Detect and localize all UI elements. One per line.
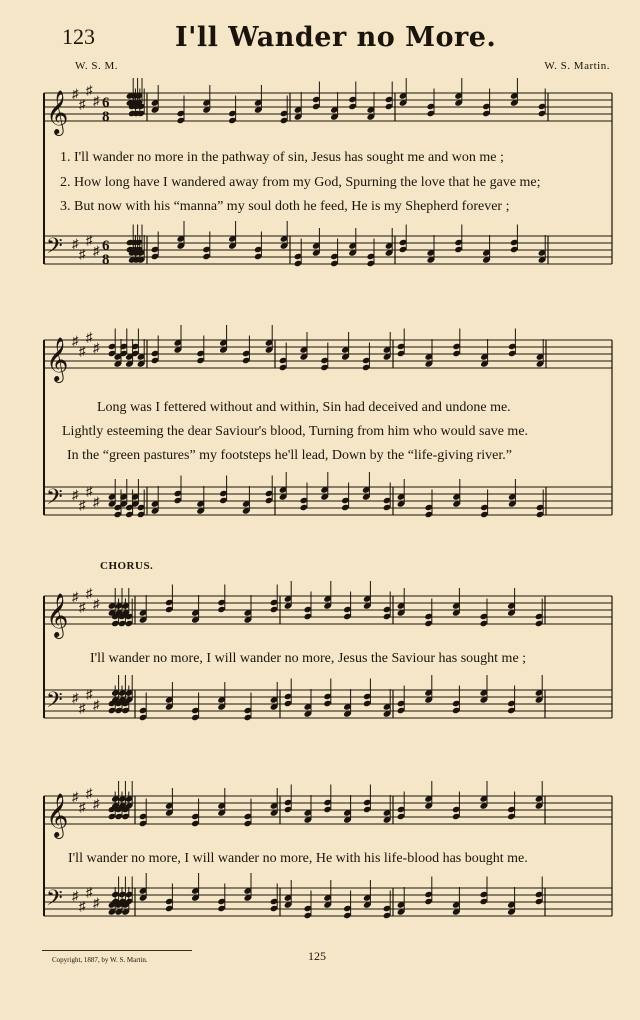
- time-signature-bottom: 8: [102, 109, 110, 125]
- chorus-label: CHORUS.: [100, 560, 154, 572]
- chorus-line-1: I'll wander no more, I will wander no more, Jesus the Saviour has sought me ;: [90, 651, 527, 666]
- bass-clef: 𝄢: [46, 886, 63, 916]
- sharp-sign: ♯: [86, 232, 93, 248]
- sharp-sign: ♯: [86, 686, 93, 702]
- treble-clef: 𝄞: [46, 337, 69, 381]
- music-credit: W. S. Martin.: [544, 60, 610, 72]
- bass-clef: 𝄢: [46, 234, 63, 264]
- sharp-sign: ♯: [79, 343, 86, 359]
- sharp-sign: ♯: [79, 246, 86, 262]
- sharp-sign: ♯: [86, 585, 93, 601]
- chorus-line-2: I'll wander no more, I will wander no more, He with his life-blood has bought me.: [68, 851, 528, 866]
- sharp-sign: ♯: [72, 487, 79, 502]
- treble-clef: 𝄞: [46, 593, 69, 637]
- sharp-sign: ♯: [72, 589, 79, 604]
- verse-1-line-2: Long was I fettered without and within, Sin had deceived and undone me.: [97, 400, 511, 415]
- sharp-sign: ♯: [72, 690, 79, 705]
- sharp-sign: ♯: [79, 799, 86, 815]
- treble-clef: 𝄞: [46, 793, 69, 837]
- copyright-rule: [42, 950, 192, 951]
- sharp-sign: ♯: [79, 96, 86, 112]
- verse-3-line-1: 3. But now with his “manna” my soul doth he feed, He is my Shepherd forever ;: [60, 199, 510, 214]
- sharp-sign: ♯: [79, 898, 86, 914]
- verse-1-line-1: 1. I'll wander no more in the pathway of sin, Jesus has sought me and won me ;: [60, 150, 504, 165]
- sharp-sign: ♯: [86, 329, 93, 345]
- sharp-sign: ♯: [86, 884, 93, 900]
- sharp-sign: ♯: [72, 888, 79, 903]
- sharp-sign: ♯: [86, 82, 93, 98]
- verse-2-line-2: Lightly esteeming the dear Saviour's blood, Turning from him who would save me.: [62, 424, 529, 439]
- sharp-sign: ♯: [79, 700, 86, 716]
- sharp-sign: ♯: [93, 494, 100, 509]
- sharp-sign: ♯: [72, 789, 79, 804]
- verse-2-line-1: 2. How long have I wandered away from my God, Spurning the love that he gave me;: [60, 175, 541, 190]
- sharp-sign: ♯: [93, 796, 100, 811]
- sharp-sign: ♯: [93, 895, 100, 910]
- sharp-sign: ♯: [72, 86, 79, 101]
- sharp-sign: ♯: [93, 340, 100, 355]
- page-number: 125: [308, 949, 326, 963]
- sharp-sign: ♯: [79, 599, 86, 615]
- words-credit: W. S. M.: [75, 60, 119, 72]
- hymn-number: 123: [62, 24, 95, 49]
- sharp-sign: ♯: [93, 596, 100, 611]
- time-signature-top: 6: [102, 238, 110, 254]
- sharp-sign: ♯: [72, 333, 79, 348]
- verse-3-line-2: In the “green pastures” my footsteps he'll lead, Down by the “life-giving river.”: [67, 448, 512, 463]
- treble-clef: 𝄞: [46, 90, 69, 134]
- copyright-notice: Copyright, 1887, by W. S. Martin.: [52, 956, 148, 964]
- bass-clef: 𝄢: [46, 688, 63, 718]
- sharp-sign: ♯: [93, 93, 100, 108]
- sharp-sign: ♯: [79, 497, 86, 513]
- hymn-title: I'll Wander no More.: [175, 22, 497, 53]
- time-signature-top: 6: [102, 95, 110, 111]
- bass-clef: 𝄢: [46, 485, 63, 515]
- sharp-sign: ♯: [86, 483, 93, 499]
- sharp-sign: ♯: [93, 697, 100, 712]
- sharp-sign: ♯: [72, 236, 79, 251]
- sharp-sign: ♯: [86, 785, 93, 801]
- sharp-sign: ♯: [93, 243, 100, 258]
- time-signature-bottom: 8: [102, 252, 110, 268]
